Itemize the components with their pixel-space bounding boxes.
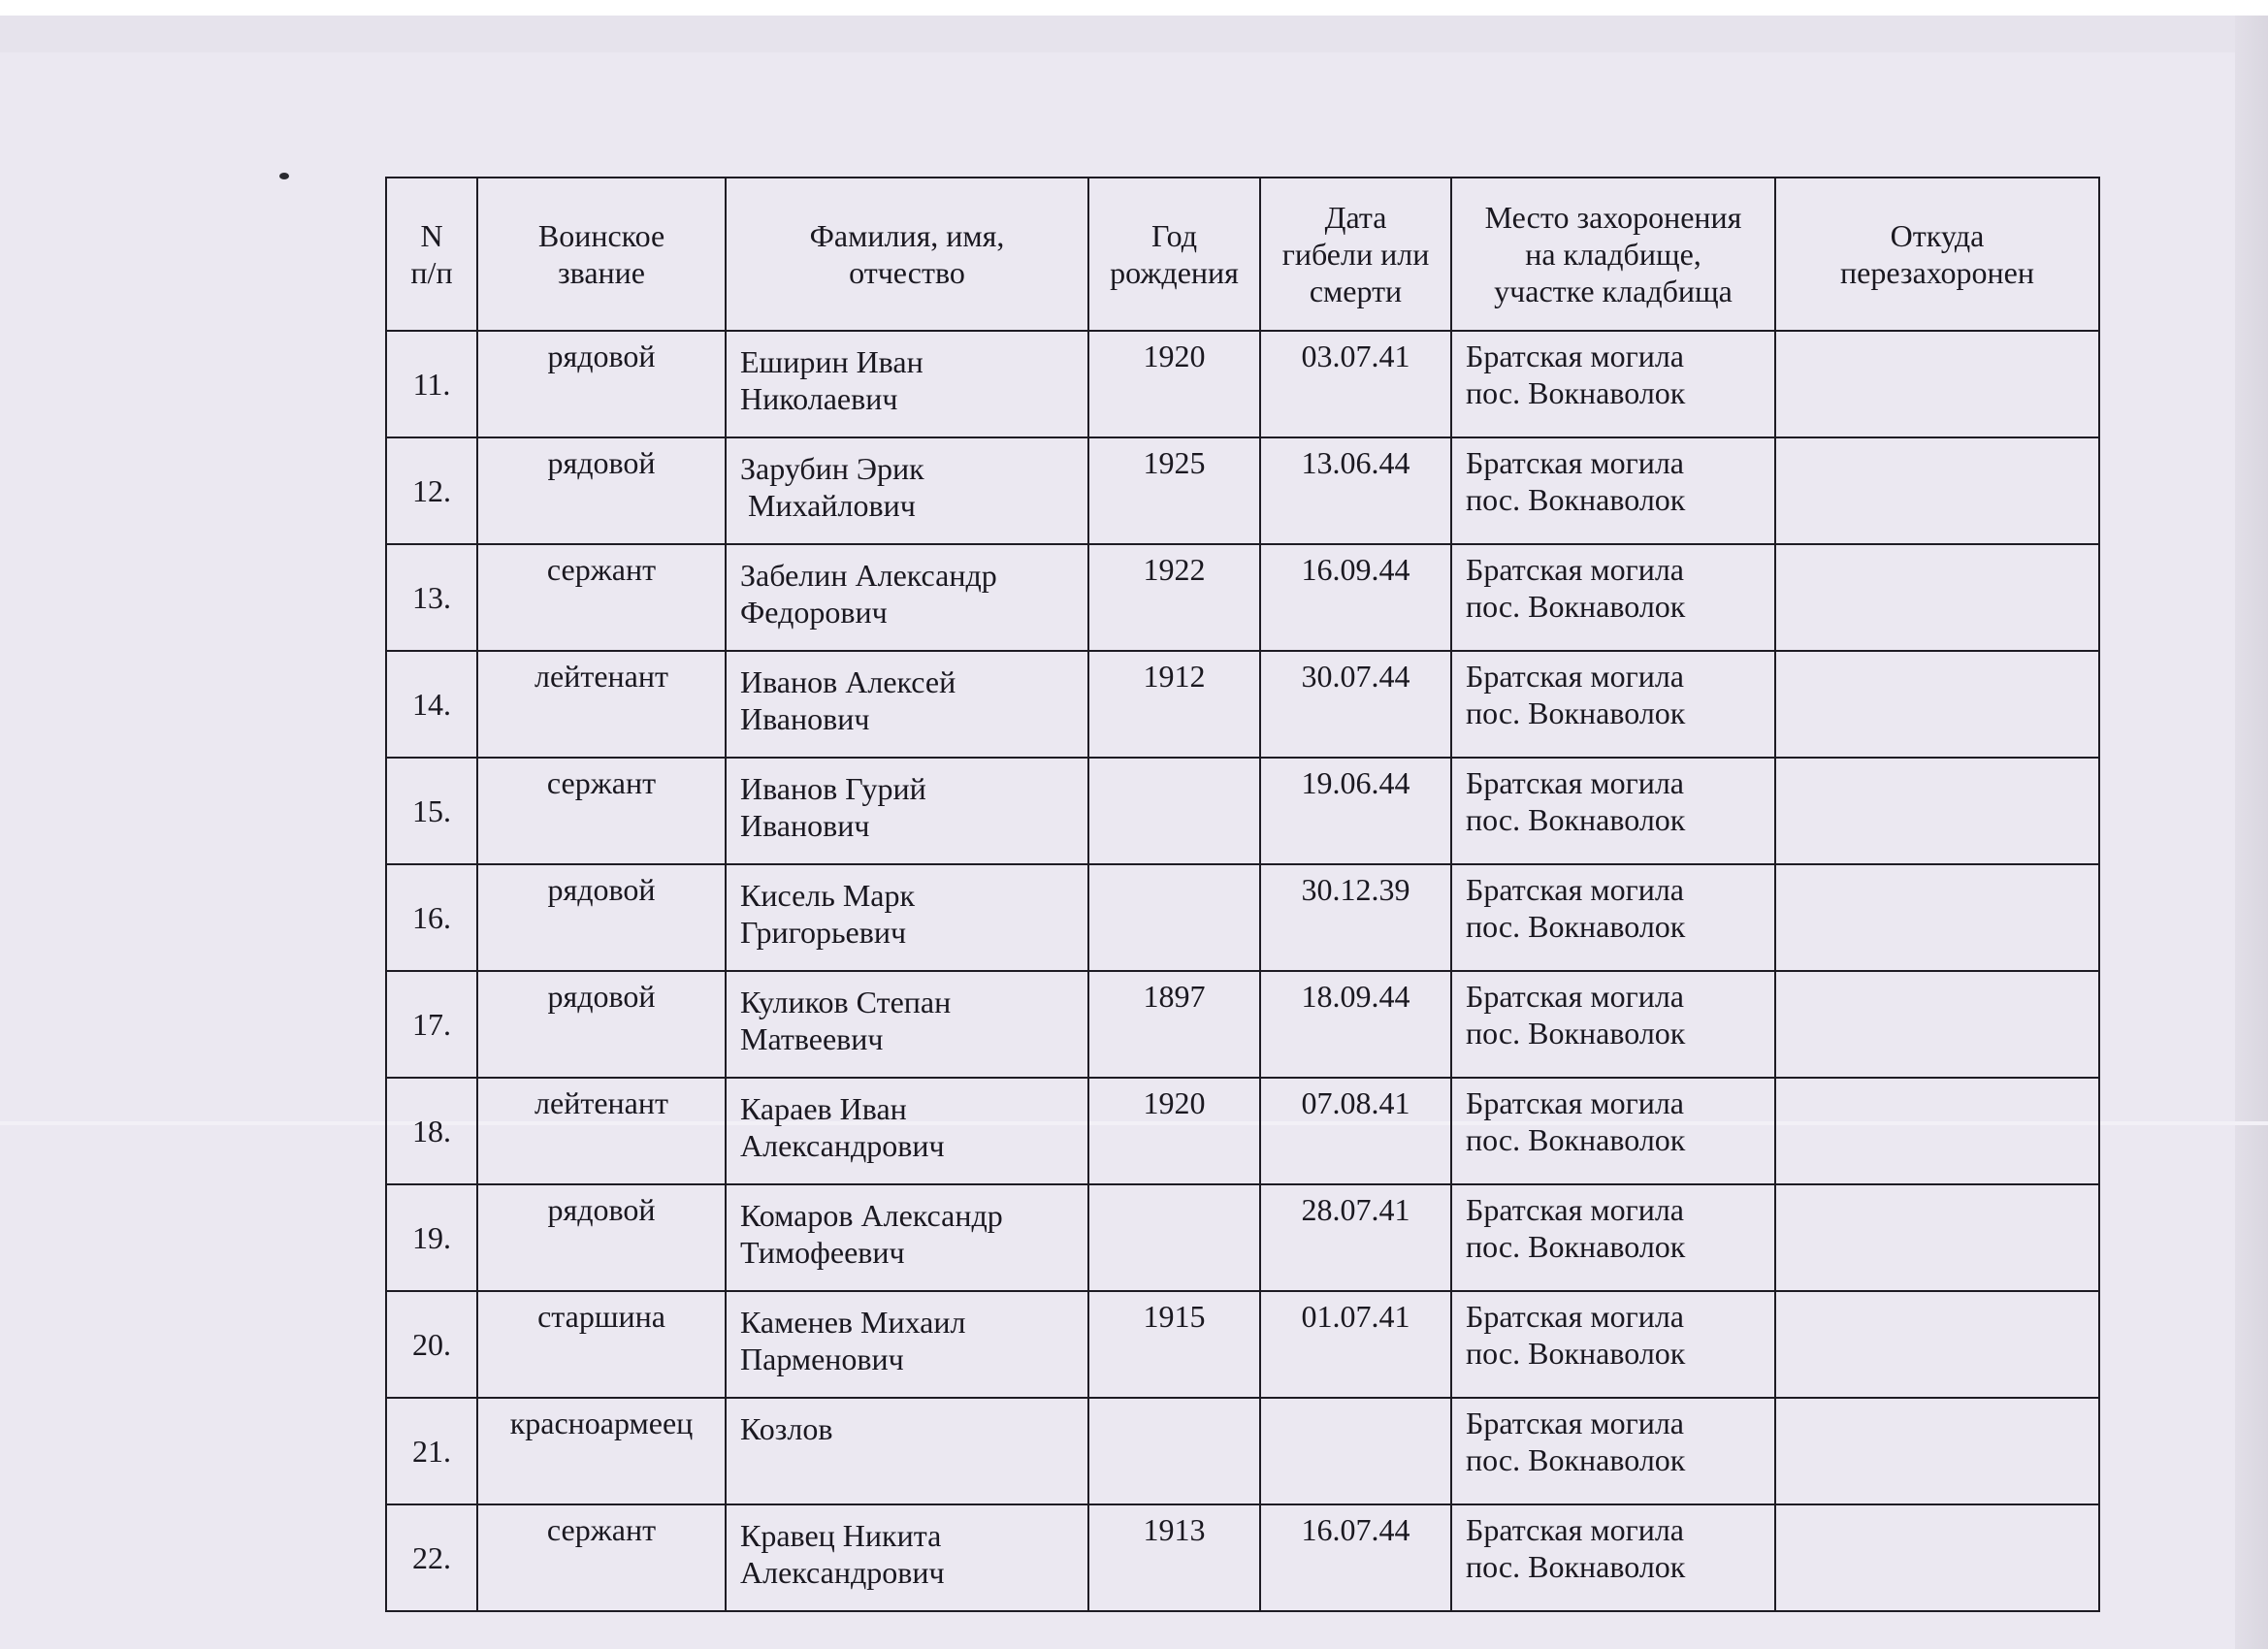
table-row: [386, 1291, 2099, 1398]
name-line: Козлов: [740, 1411, 833, 1446]
table-row: [386, 758, 2099, 864]
cell-date: 19.06.44: [1260, 758, 1451, 864]
cell-year: [1088, 864, 1260, 971]
place-line: Братская могила: [1466, 765, 1684, 800]
name-line: Александрович: [740, 1555, 945, 1590]
name-line: Комаров Александр: [740, 1198, 1003, 1233]
cell-from: [1775, 331, 2099, 437]
table-row: [386, 544, 2099, 651]
name-line: Каменев Михаил: [740, 1305, 966, 1340]
cell-date: 28.07.41: [1260, 1184, 1451, 1291]
cell-from: [1775, 1291, 2099, 1398]
cell-year: 1915: [1088, 1291, 1260, 1398]
cell-num: 14.: [386, 651, 477, 758]
cell-name: [726, 331, 1088, 437]
scan-right-edge: [2235, 16, 2268, 1649]
place-line: пос. Вокнаволок: [1466, 1229, 1686, 1264]
cell-year: 1922: [1088, 544, 1260, 651]
cell-place: [1451, 1184, 1775, 1291]
cell-name: [726, 437, 1088, 544]
place-line: Братская могила: [1466, 872, 1684, 907]
cell-date: 13.06.44: [1260, 437, 1451, 544]
cell-date: 01.07.41: [1260, 1291, 1451, 1398]
cell-date: 30.12.39: [1260, 864, 1451, 971]
place-line: Братская могила: [1466, 1512, 1684, 1547]
cell-name: [726, 971, 1088, 1078]
table-row: [386, 1504, 2099, 1611]
name-line: Забелин Александр: [740, 558, 997, 593]
place-line: Братская могила: [1466, 445, 1684, 480]
table-row: [386, 1078, 2099, 1184]
cell-place: [1451, 1078, 1775, 1184]
cell-place: [1451, 971, 1775, 1078]
name-line: Тимофеевич: [740, 1235, 905, 1270]
cell-rank: рядовой: [477, 971, 726, 1078]
cell-date: 18.09.44: [1260, 971, 1451, 1078]
name-line: Караев Иван: [740, 1091, 907, 1126]
cell-place: [1451, 1504, 1775, 1611]
place-line: пос. Вокнаволок: [1466, 589, 1686, 624]
cell-name: [726, 1078, 1088, 1184]
cell-num: 17.: [386, 971, 477, 1078]
cell-num: 13.: [386, 544, 477, 651]
cell-from: [1775, 864, 2099, 971]
cell-name: [726, 1398, 1088, 1504]
cell-year: [1088, 758, 1260, 864]
cell-date: 07.08.41: [1260, 1078, 1451, 1184]
table-row: [386, 651, 2099, 758]
name-line: Александрович: [740, 1128, 945, 1163]
cell-from: [1775, 437, 2099, 544]
name-line: Куликов Степан: [740, 985, 952, 1019]
place-line: Братская могила: [1466, 979, 1684, 1014]
name-line: Михайлович: [740, 488, 916, 523]
place-line: пос. Вокнаволок: [1466, 1549, 1686, 1584]
cell-name: [726, 544, 1088, 651]
cell-name: [726, 1504, 1088, 1611]
header-from: Откуда перезахоронен: [1775, 178, 2099, 331]
cell-rank: старшина: [477, 1291, 726, 1398]
cell-place: [1451, 864, 1775, 971]
name-line: Еширин Иван: [740, 344, 923, 379]
table-row: [386, 864, 2099, 971]
cell-num: 15.: [386, 758, 477, 864]
header-num: N п/п: [386, 178, 477, 331]
name-line: Иванов Гурий: [740, 771, 926, 806]
cell-from: [1775, 1078, 2099, 1184]
cell-name: [726, 1184, 1088, 1291]
cell-rank: рядовой: [477, 331, 726, 437]
place-line: пос. Вокнаволок: [1466, 802, 1686, 837]
cell-rank: лейтенант: [477, 1078, 726, 1184]
cell-name: [726, 758, 1088, 864]
table-body: [386, 331, 2099, 1611]
cell-year: [1088, 1398, 1260, 1504]
place-line: пос. Вокнаволок: [1466, 375, 1686, 410]
cell-rank: сержант: [477, 758, 726, 864]
place-line: пос. Вокнаволок: [1466, 1336, 1686, 1371]
name-line: Иванов Алексей: [740, 664, 956, 699]
cell-from: [1775, 758, 2099, 864]
cell-place: [1451, 544, 1775, 651]
cell-rank: рядовой: [477, 1184, 726, 1291]
place-line: Братская могила: [1466, 552, 1684, 587]
cell-rank: лейтенант: [477, 651, 726, 758]
place-line: пос. Вокнаволок: [1466, 1016, 1686, 1051]
name-line: Зарубин Эрик: [740, 451, 924, 486]
cell-num: 21.: [386, 1398, 477, 1504]
header-row: [386, 178, 2099, 331]
cell-place: [1451, 331, 1775, 437]
cell-from: [1775, 651, 2099, 758]
cell-name: [726, 1291, 1088, 1398]
cell-place: [1451, 1291, 1775, 1398]
scan-top-band: [0, 16, 2268, 52]
cell-from: [1775, 1398, 2099, 1504]
cell-name: [726, 651, 1088, 758]
name-line: Кравец Никита: [740, 1518, 942, 1553]
cell-year: 1925: [1088, 437, 1260, 544]
name-line: Кисель Марк: [740, 878, 916, 913]
place-line: Братская могила: [1466, 1299, 1684, 1334]
cell-num: 16.: [386, 864, 477, 971]
cell-rank: рядовой: [477, 437, 726, 544]
cell-num: 11.: [386, 331, 477, 437]
cell-rank: красноармеец: [477, 1398, 726, 1504]
table-row: [386, 971, 2099, 1078]
cell-place: [1451, 758, 1775, 864]
scan-top-border: [0, 0, 2268, 16]
cell-year: 1913: [1088, 1504, 1260, 1611]
place-line: Братская могила: [1466, 1406, 1684, 1440]
cell-date: 03.07.41: [1260, 331, 1451, 437]
cell-year: 1920: [1088, 1078, 1260, 1184]
name-line: Иванович: [740, 701, 870, 736]
place-line: пос. Вокнаволок: [1466, 1122, 1686, 1157]
place-line: пос. Вокнаволок: [1466, 695, 1686, 730]
cell-date: [1260, 1398, 1451, 1504]
cell-from: [1775, 1184, 2099, 1291]
cell-num: 18.: [386, 1078, 477, 1184]
header-date: Дата гибели или смерти: [1260, 178, 1451, 331]
cell-date: 16.09.44: [1260, 544, 1451, 651]
name-line: Николаевич: [740, 381, 898, 416]
table-row: [386, 1398, 2099, 1504]
place-line: Братская могила: [1466, 659, 1684, 694]
cell-date: 16.07.44: [1260, 1504, 1451, 1611]
cell-place: [1451, 437, 1775, 544]
place-line: пос. Вокнаволок: [1466, 909, 1686, 944]
cell-from: [1775, 1504, 2099, 1611]
place-line: пос. Вокнаволок: [1466, 482, 1686, 517]
cell-from: [1775, 971, 2099, 1078]
place-line: Братская могила: [1466, 339, 1684, 373]
header-rank: Воинское звание: [477, 178, 726, 331]
header-year: Год рождения: [1088, 178, 1260, 331]
name-line: Матвеевич: [740, 1021, 884, 1056]
name-line: Григорьевич: [740, 915, 907, 950]
name-line: Федорович: [740, 595, 888, 630]
header-place: Место захоронения на кладбище, участке кладбища: [1451, 178, 1775, 331]
cell-num: 20.: [386, 1291, 477, 1398]
scan-speck: [279, 173, 289, 179]
cell-from: [1775, 544, 2099, 651]
cell-rank: сержант: [477, 1504, 726, 1611]
cell-num: 19.: [386, 1184, 477, 1291]
cell-num: 22.: [386, 1504, 477, 1611]
cell-rank: сержант: [477, 544, 726, 651]
place-line: Братская могила: [1466, 1192, 1684, 1227]
cell-date: 30.07.44: [1260, 651, 1451, 758]
cell-year: 1912: [1088, 651, 1260, 758]
cell-rank: рядовой: [477, 864, 726, 971]
table-header: [386, 178, 2099, 331]
name-line: Иванович: [740, 808, 870, 843]
table-row: [386, 437, 2099, 544]
cell-year: 1920: [1088, 331, 1260, 437]
cell-year: 1897: [1088, 971, 1260, 1078]
burial-list-table: [385, 177, 2100, 1612]
cell-num: 12.: [386, 437, 477, 544]
cell-name: [726, 864, 1088, 971]
cell-place: [1451, 1398, 1775, 1504]
place-line: пос. Вокнаволок: [1466, 1442, 1686, 1477]
cell-year: [1088, 1184, 1260, 1291]
header-name: Фамилия, имя, отчество: [726, 178, 1088, 331]
cell-place: [1451, 651, 1775, 758]
name-line: Парменович: [740, 1342, 904, 1376]
place-line: Братская могила: [1466, 1085, 1684, 1120]
table-row: [386, 331, 2099, 437]
table-row: [386, 1184, 2099, 1291]
